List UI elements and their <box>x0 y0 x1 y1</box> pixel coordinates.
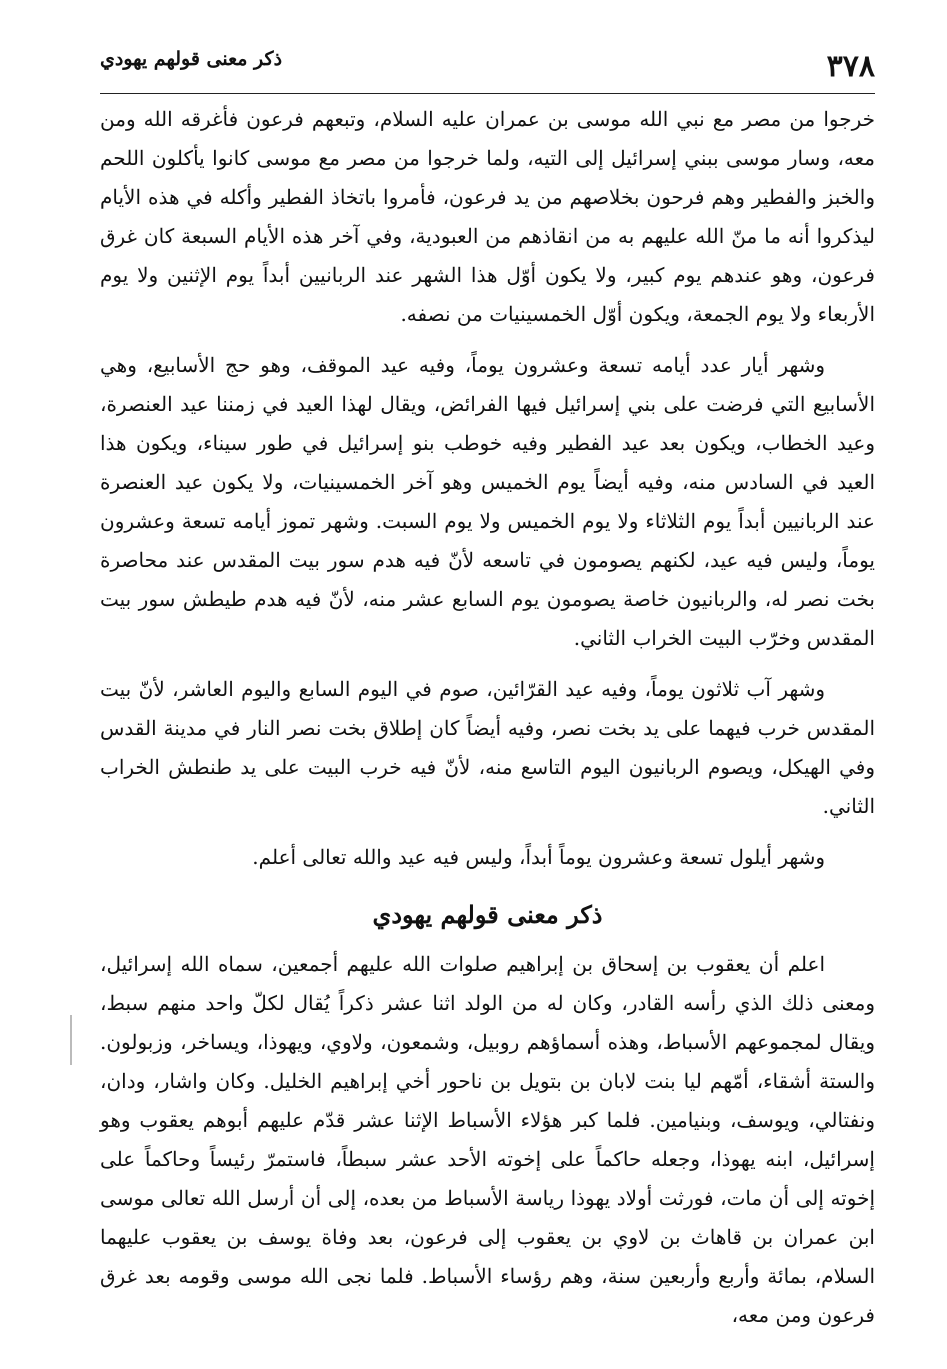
page-header <box>100 40 875 90</box>
paragraph-ayyar: وشهر أيار عدد أيامه تسعة وعشرون يوماً، وفيه عيد الموقف، وهو حج الأسابيع، وهي الأسابيع التي فرضت على بني إسرائيل فيها الفرائض، ويقال لهذا العيد في زمننا عيد العنصرة، وعيد الخطاب، ويكون بعد عيد الفطير وفيه خوطب بنو إسرائيل في طور سيناء، ويكون هذا العيد في السادس منه، وفيه أيضاً يوم الخميس وهو آخر الخمسينيات، ولا يكون عيد العنصرة عند الربانيين أبداً يوم الثلاثاء ولا يوم الخميس ولا يوم السبت. وشهر تموز أيامه تسعة وعشرون يوماً، وليس فيه عيد، لكنهم يصومون في تاسعه لأنّ فيه هدم سور بيت المقدس عند محاصرة بخت نصر له، والربانيون خاصة يصومون يوم السابع عشر منه، لأنّ فيه هدم طيطش سور بيت المقدس وخرّب البيت الخراب الثاني. <box>100 353 875 650</box>
paragraph-yahudi-meaning: اعلم أن يعقوب بن إسحاق بن إبراهيم صلوات الله عليهم أجمعين، سماه الله إسرائيل، ومعنى ذلك الذي رأسه القادر، وكان له من الولد اثنا عشر ذكراً يُقال لكلّ واحد منهم سبط، ويقال لمجموعهم الأسباط، وهذه أسماؤهم روبيل، وشمعون، ولاوي، ويهوذا، ويساخر، وزبولون. والستة أشقاء، أمّهم ليا بنت لابان بن بتويل بن ناحور أخي إبراهيم الخليل. وكان واشار، ودان، ونفتالي، ويوسف، وبنيامين. فلما كبر هؤلاء الأسباط الإثنا عشر قدّم عليهم أبوهم يعقوب وهو إسرائيل، ابنه يهوذا، وجعله حاكماً على إخوته الأحد عشر سبطاً، فاستمرّ رئيساً وحاكماً على إخوته إلى أن مات، فورثت أولاد يهوذا رياسة الأسباط من بعده، إلى أن أرسل الله تعالى موسى ابن عمران بن قاهاث بن لاوي بن يعقوب إلى فرعون، بعد وفاة يوسف بن يعقوب عليهما السلام، بمائة وأربع وأربعين سنة، وهم رؤساء الأسباط. فلما نجى الله موسى وقومه بعد غرق فرعون ومن معه، <box>100 952 875 1327</box>
margin-scan-mark <box>70 1015 72 1065</box>
running-title: ذكر معنى قولهم يهودي <box>100 48 283 70</box>
header-rule <box>100 93 875 94</box>
paragraph-ab: وشهر آب ثلاثون يوماً، وفيه عيد القرّائين، صوم في اليوم السابع واليوم العاشر، لأنّ بيت المقدس خرب فيهما على يد بخت نصر، وفيه أيضاً كان إطلاق بخت نصر النار في مدينة القدس وفي الهيكل، ويصوم الربانيون اليوم التاسع منه، لأنّ فيه خرب البيت على يد طنطش الخراب الثاني. <box>100 677 875 818</box>
page-number: ٣٧٨ <box>826 49 875 84</box>
section-heading: ذكر معنى قولهم يهودي <box>372 900 603 929</box>
body-text <box>100 100 875 1347</box>
paragraph-nisan-continuation: خرجوا من مصر مع نبي الله موسى بن عمران عليه السلام، وتبعهم فرعون فأغرقه الله ومن معه، وسار موسى ببني إسرائيل إلى التيه، ولما خرجوا من مصر مع موسى كانوا يأكلون اللحم والخبز والفطير وهم فرحون بخلاصهم من يد فرعون، فأمروا باتخاذ الفطير وأكله في هذه الأيام ليذكروا أنه ما منّ الله عليهم به من انقاذهم من العبودية، وفي آخر هذه الأيام السبعة كان غرق فرعون، وهو عندهم يوم كبير، ولا يكون أوّل هذا الشهر عند الربانيين أبداً يوم الإثنين ولا يوم الأربعاء ولا يوم الجمعة، ويكون أوّل الخمسينيات من نصفه. <box>100 107 875 326</box>
paragraph-aylul: وشهر أيلول تسعة وعشرون يوماً أبداً، وليس فيه عيد والله تعالى أعلم. <box>252 845 825 869</box>
